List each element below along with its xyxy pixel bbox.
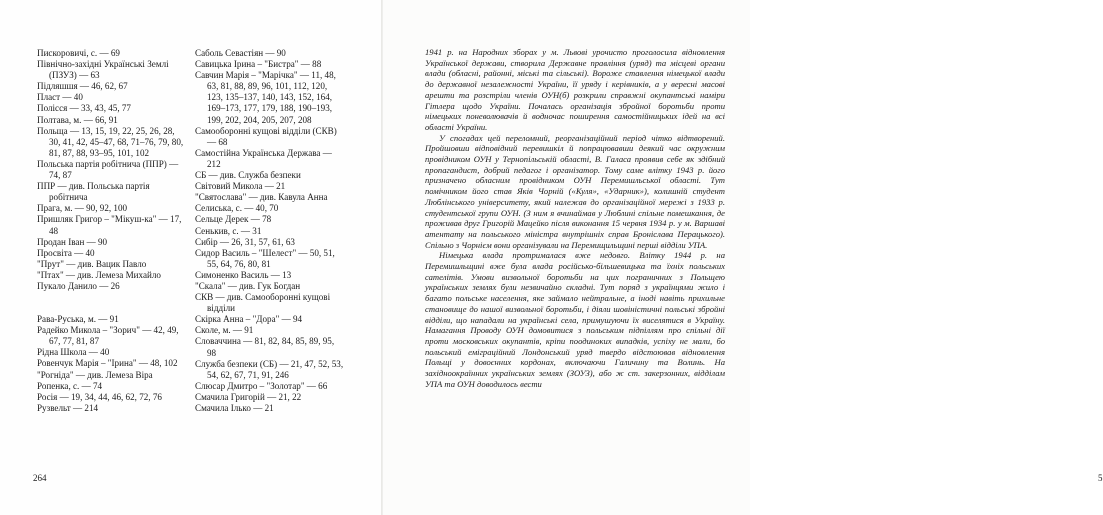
index-entry: Рідна Школа — 40 <box>37 347 110 358</box>
index-entry: Радейко Микола – "Зорич" — 42, 49, 67, 77, 81, 87 <box>37 325 179 347</box>
index-entry: Скірка Анна – "Дора" — 94 <box>195 314 303 325</box>
index-entry: "Скала" — див. Гук Богдан <box>195 280 301 291</box>
paragraph: У спогадах цей переломний, реорганізаційний період чітко відтворений. Пройшовши відповідний перевишкіл й попрацювавши деякий час окружним провідником ОУН у Тернопільській області, В. Галаса проявив себе як здібний пропагандист, добрий педагог і організатор. Тому саме влітку 1943 р. його призначено обласним провідником ОУН Перемишльської області. Тут помічником його став Яків Чорній («Куля», «Ударник»), колишній студент Люблінського університету, який належав до організаційної мережі з 1933 р. студентської групи ОУН. (З ним я вчинаймав у Люблині спільне помешкання, де проживав друг Григорій Мацейко після виконання 15 червня 1934 р. у м. Варшаві атентату на польського міністра внутрішніх справ Броніслава Перацького). Спільно з Чорнієм вони організували на Перемищильщині перші відділи УПА. <box>425 132 725 250</box>
index-entry: Полісся — 33, 43, 45, 77 <box>37 103 131 114</box>
index-entry: "Рогніда" — див. Лемеза Віра <box>37 369 153 380</box>
index-column-left <box>37 48 187 414</box>
index-entry: Просвіта — 40 <box>37 247 95 258</box>
index-entry: Рава-Руська, м. — 91 <box>37 314 119 325</box>
index-entry: Пришляк Григор – "Мікуш-ка" — 17, 48 <box>37 214 182 236</box>
index-entry: Росія — 19, 34, 44, 46, 62, 72, 76 <box>37 391 162 402</box>
left-page <box>0 0 383 515</box>
index-entry: Північно-західні Українські Землі (ПЗУЗ) — 63 <box>37 59 169 81</box>
index-entry: Полтава, м. — 66, 91 <box>37 114 118 125</box>
index-entry: Словаччина — 81, 82, 84, 85, 89, 95, 98 <box>195 336 335 358</box>
index-entry: Самооборонні кущові відділи (СКВ) — 68 <box>195 125 337 147</box>
paragraph: Німецька влада протрималася вже недовго. Влітку 1944 р. на Перемишльщині вже була влада російсько-більшевицька та їхніх польських сателітів. Умови визвольної боротьби на цих пограничних з Польщею українських землях були незвичайно складні. Тут поряд з українцями жило і багато польське населення, яке займало нейтральне, а іноді навіть прихильне становище до нашої визвольної боротьби, і діяли шовіністичні польські збройні відділи, що нападали на українські села, примушуючи їх виселятися в Україну. Намагання Проводу ОУН домовитися з польським підпіллям про спільні дії проти московських окупантів, кріпи поодиноких випадків, успіху не мали, бо польський еміграційний Лондонський уряд твердо відстоював відновлення Польщі у довоєнних кордонах, включаючи Галичину та Волинь. На західноокраїнних українських землях (ЗОУЗ), або ж ст. закерзонних, відділам УПА та ОУН доводилось вести <box>425 250 725 389</box>
index-entry: Ровенчук Марія – "Ірина" — 48, 102 <box>37 358 178 369</box>
index-entry: Польща — 13, 15, 19, 22, 25, 26, 28, 30, 41, 42, 45–47, 68, 71–76, 79, 80, 81, 87, 88, 93–95, 101, 102 <box>37 125 184 158</box>
index-entry: Пискоровичі, с. — 69 <box>37 48 120 58</box>
index-entry: "Прут" — див. Вацик Павло <box>37 258 147 269</box>
index-entry: Самостійна Українська Держава — 212 <box>195 147 332 169</box>
index-entry: Підляшшя — 46, 62, 67 <box>37 81 128 92</box>
index-entry: Саболь Севастіян — 90 <box>195 48 286 58</box>
index-entry: СБ — див. Служба безпеки <box>195 170 301 181</box>
index-entry: Сколе, м. — 91 <box>195 325 254 336</box>
letter-gap <box>37 292 187 314</box>
index-entry: Смачила Григорій — 21, 22 <box>195 391 302 402</box>
index-entry: Польська партія робітнича (ППР) — 74, 87 <box>37 158 179 181</box>
paragraph: 1941 р. на Народних зборах у м. Львові урочисто проголосила відновлення Української держави, створила Державне правління (уряд) та місцеві органи влади (обласні, районні, міські та сільські). Вороже ставлення німецької влади до державної незалежності України, її уряду і керівників, а у вересні масові арешти та розстріли членів ОУН(б) розкрили справжні окупантські наміри Гітлера щодо України. Почалась організація збройної боротьби проти німецьких поневолювачів й водночас поширення самостійницьких ідей на всі області України. <box>425 47 725 132</box>
index-entry: Світовий Микола — 21 <box>195 181 286 192</box>
index-entry: Сидор Василь – "Шелест" — 50, 51, 55, 64, 76, 80, 81 <box>195 247 335 269</box>
index-entry: Служба безпеки (СБ) — 21, 47, 52, 53, 54, 62, 67, 71, 91, 246 <box>195 358 344 380</box>
page-number-right: 5 <box>1098 473 1103 483</box>
index-entry: Продан Іван — 90 <box>37 236 108 247</box>
index-entry: Сенькив, с. — 31 <box>195 225 262 236</box>
index-entry: Пласт — 40 <box>37 92 83 103</box>
index-entry: "Птах" — див. Лемеза Михайло <box>37 269 161 280</box>
index-column-right <box>195 48 345 414</box>
index-entry: Селиська, с. — 40, 70 <box>195 203 279 214</box>
index-entry: Пукало Данило — 26 <box>37 280 120 291</box>
index-entry: ППР — див. Польська партія робітнича <box>37 181 150 203</box>
index-entry: Сибір — 26, 31, 57, 61, 63 <box>195 236 295 247</box>
index-entry: Рузвельт — 214 <box>37 402 99 413</box>
index-entry: Савчин Марія – "Марічка" — 11, 48, 63, 81, 88, 89, 96, 101, 112, 120, 123, 135–137, 140, 143, 152, 164, 169–173, 177, 179, 188, 190–193, 199, 202, 204, 205, 207, 208 <box>195 70 336 125</box>
index-entry: Ропенка, с. — 74 <box>37 380 103 391</box>
index-entry: Прага, м. — 90, 92, 100 <box>37 203 128 214</box>
index-entry: "Святослава" — див. Кавула Анна <box>195 192 328 203</box>
index-entry: Сельце Дерек — 78 <box>195 214 272 225</box>
index-entry: СКВ — див. Самооборонні кущові відділи <box>195 292 331 314</box>
index-entry: Савицька Ірина – "Бистра" — 88 <box>195 59 322 70</box>
page-number-left: 264 <box>33 473 47 483</box>
body-text <box>425 47 725 390</box>
index-entry: Смачила Ілько — 21 <box>195 403 274 413</box>
index-entry: Симоненко Василь — 13 <box>195 269 292 280</box>
index-entry: Слюсар Дмитро – "Золотар" — 66 <box>195 380 328 391</box>
